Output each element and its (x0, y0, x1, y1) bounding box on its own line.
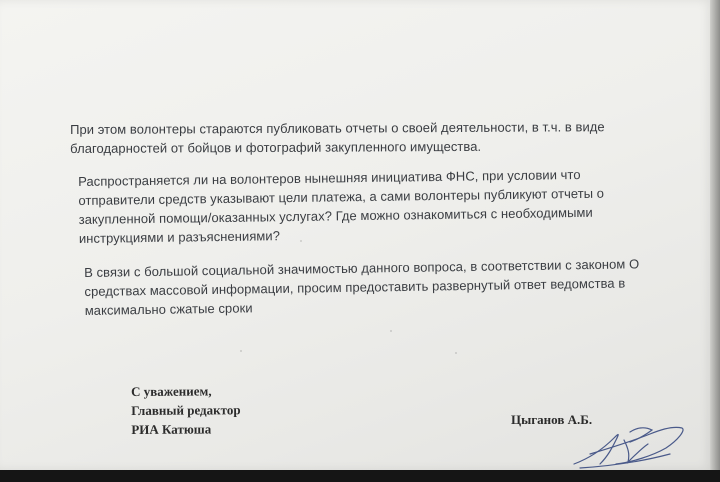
paper-speck (455, 352, 457, 354)
paper-speck (240, 350, 242, 352)
paragraph-volunteer-reports: При этом волонтеры стараются публиковать отчеты о своей деятельности, в т.ч. в виде благодарностей от бойцов и фотографий закупленного имущества. (70, 119, 605, 156)
handwritten-signature (570, 418, 690, 474)
dark-background-band (0, 470, 720, 482)
paper-edge-shadow (710, 0, 720, 482)
paper-speck (390, 330, 392, 332)
paper-speck (300, 240, 302, 242)
paragraph-question-fns: Распространяется ли на волонтеров нынешняя инициатива ФНС, при условии что отправители средств указывают цели платежа, а сами волонтеры публикуют отчеты о закупленной помощи/оказанных услугах? Где можно ознакомиться с необходимыми инструкциями и разъяснениями? (78, 166, 605, 246)
closing-block (131, 381, 241, 439)
closing-organization: РИА Катюша (131, 421, 212, 437)
signer-name: Цыганов А.Б. (511, 412, 593, 427)
closing-position: Главный редактор (131, 402, 241, 418)
paragraph-request: В связи с большой социальной значимостью данного вопроса, в соответствии с законом О средствах массовой информации, просим предоставить развернутый ответ ведомства в максимально сжатые сроки (84, 256, 640, 318)
closing-greeting: С уважением, (131, 383, 212, 399)
